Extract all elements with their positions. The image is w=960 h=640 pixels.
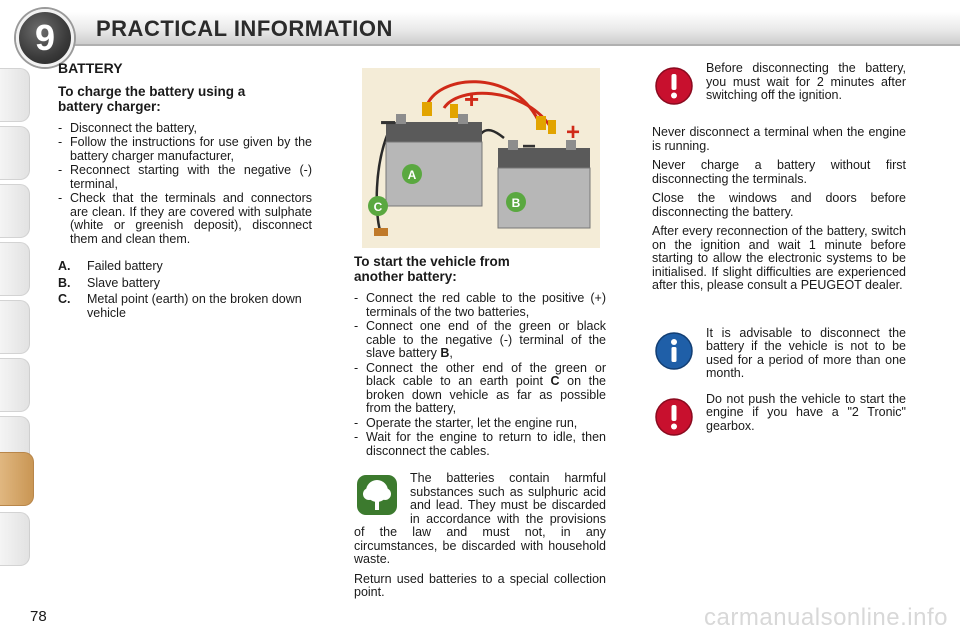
legend-text: Metal point (earth) on the broken down vehicle [87,292,302,320]
label-b: B [511,196,521,210]
charging-subtitle-line: battery charger: [58,98,161,114]
list-item: - Operate the starter, let the engine run, [354,417,606,431]
legend-text: Failed battery [87,259,163,273]
info-note-text: It is advisable to disconnect the battery if the vehicle is not to be used for a period of more than one month. [706,325,906,380]
battery-b-negative-terminal [508,140,518,150]
charging-steps [58,122,312,247]
chapter-tab[interactable] [0,512,30,566]
middle-column [354,254,606,606]
chapter-tab[interactable] [0,126,30,180]
info-icon [654,331,694,371]
list-item: - Connect the red cable to the positive (+) terminals of the two batteries, [354,292,606,319]
legend-key: C. [58,292,71,306]
battery-a-lid [386,122,482,142]
jump-start-subtitle [354,254,606,284]
environment-note-text-2: Return used batteries to a special collection point. [354,571,606,599]
page-title: PRACTICAL INFORMATION [96,16,393,41]
environment-note [354,472,606,600]
list-item: - Connect one end of the green or black cable to the negative (-) terminal of the slave battery B, [354,320,606,361]
warning-icon [654,66,694,106]
red-clamp [422,102,432,116]
warning-note [652,393,906,451]
battery-a-body [386,142,482,206]
plus-sign: + [464,84,480,114]
battery-b-lid [498,148,590,168]
paragraph: Never disconnect a terminal when the engine is running. [652,125,906,153]
earth-point [374,228,388,236]
plus-sign: + [566,119,581,146]
warning-note-text: Do not push the vehicle to start the engine if you have a "2 Tronic" gearbox. [706,391,906,433]
minus-sign: − [522,133,537,160]
warning-note [652,62,906,120]
list-item: - Wait for the engine to return to idle, then disconnect the cables. [354,431,606,458]
battery-a-positive-terminal [458,114,468,124]
chapter-tab[interactable] [0,242,30,296]
section-title: BATTERY [58,60,123,76]
environment-note-text: The batteries contain harmful substances such as sulphuric acid and lead. They must be discarded in accordance with the provisions of the law and must not, in any circumstances, be discarded with household waste. [354,471,606,566]
list-item: - Reconnect starting with the negative (-) terminal, [58,164,312,191]
legend-text: Slave battery [87,275,160,290]
legend-row [58,277,312,291]
watermark: carmanualsonline.info [704,604,948,631]
legend-key: A. [58,259,71,273]
legend-row [58,293,312,320]
chapter-tab[interactable] [0,358,30,412]
left-column [58,62,312,323]
batteries-drawing [362,68,600,248]
chapter-tab[interactable] [0,184,30,238]
chapter-tab-active[interactable] [0,452,34,506]
chapter-number-badge: 9 [16,9,74,67]
red-clamp [548,120,556,134]
tree-icon [354,472,400,518]
page-header [0,0,960,60]
list-item: - Disconnect the battery, [58,122,312,136]
jump-start-steps [354,292,606,458]
right-column [652,62,906,457]
battery-a-negative-terminal [396,114,406,124]
page-number: 78 [30,608,47,625]
jump-start-subtitle-line: To start the vehicle from [354,254,510,269]
legend-key: B. [58,275,71,290]
warning-icon [654,397,694,437]
jump-start-illustration [362,68,600,248]
charging-subtitle-line: To charge the battery using a [58,83,246,99]
chapter-tabs [0,60,32,580]
label-c: C [373,200,383,214]
paragraph: Never charge a battery without first disconnecting the terminals. [652,158,906,186]
info-note [652,327,906,385]
list-item: - Follow the instructions for use given by the battery charger manufacturer, [58,136,312,163]
label-a: A [407,168,417,182]
jump-start-subtitle-line: another battery: [354,269,457,284]
chapter-tab[interactable] [0,300,30,354]
header-rule [60,44,960,46]
warning-note-text: Before disconnecting the battery, you must wait for 2 minutes after switching off the ignition. [706,61,906,102]
red-clamp [536,116,546,130]
charging-subtitle [58,84,312,114]
legend-row [58,260,312,274]
paragraph: After every reconnection of the battery, switch on the ignition and wait 1 minute before starting to allow the electronic systems to be initialised. If slight difficulties are experienced after this, please consult a PEUGEOT dealer. [652,224,906,292]
list-item: - Connect the other end of the green or black cable to an earth point C on the broken down vehicle as far as possible from the battery, [354,362,606,416]
red-clamp [450,104,458,118]
chapter-tab[interactable] [0,68,30,122]
list-item: - Check that the terminals and connectors are clean. If they are covered with sulphate (white or greenish deposit), disconnect them and clean them. [58,192,312,246]
minus-sign: − [380,107,397,138]
paragraph: Close the windows and doors before disconnecting the battery. [652,191,906,219]
illustration-legend [58,260,312,320]
